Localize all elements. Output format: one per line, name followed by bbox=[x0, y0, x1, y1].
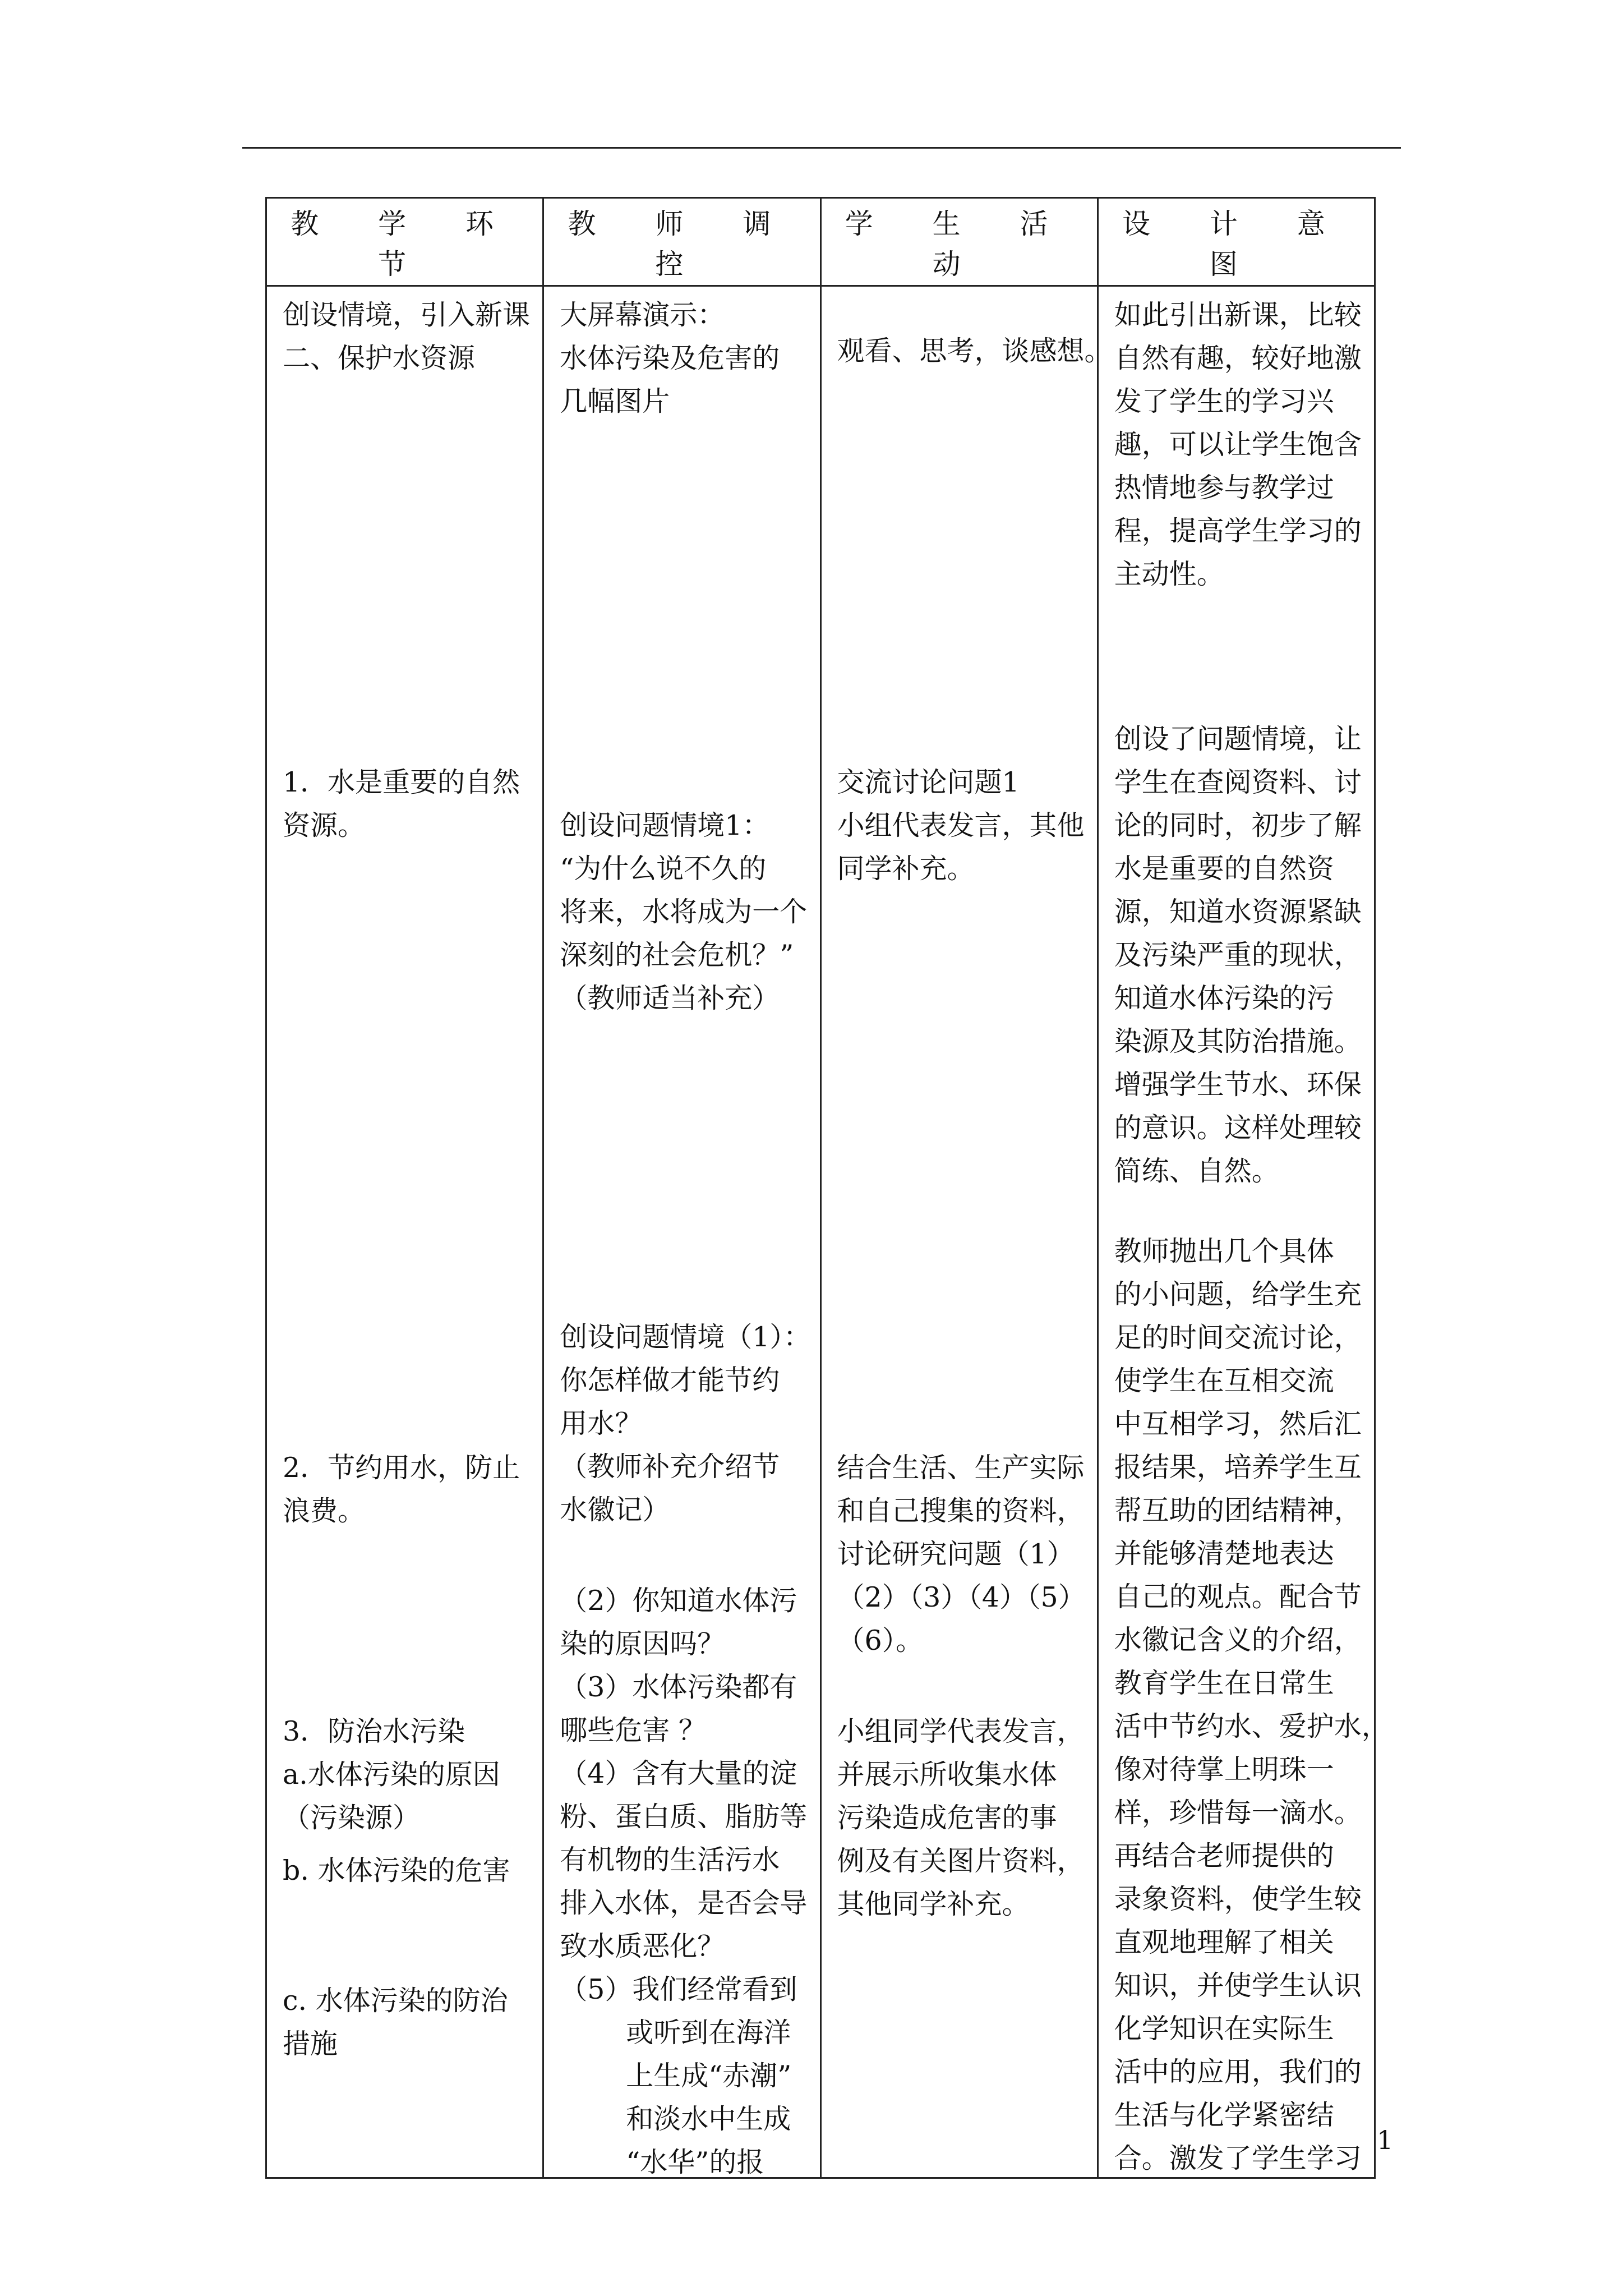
header-design-intent: 设 计 意 图 bbox=[1098, 198, 1375, 286]
text-line: 或听到在海洋 bbox=[626, 2017, 791, 2049]
text-line: 染源及其防治措施。 bbox=[1114, 1025, 1362, 1057]
text-line: b. 水体污染的危害 bbox=[283, 1855, 510, 1887]
text-line: 如此引出新课，比较 bbox=[1114, 299, 1362, 331]
text-line: 增强学生节水、环保 bbox=[1114, 1069, 1362, 1101]
table-header-row bbox=[266, 198, 1375, 286]
text-line: （2）（3）（4）（5） bbox=[837, 1581, 1086, 1613]
text-line: 自然有趣，较好地激 bbox=[1114, 342, 1362, 374]
text-line: a.水体污染的原因 bbox=[283, 1759, 500, 1791]
text-line: 合。激发了学生学习 bbox=[1114, 2142, 1362, 2174]
teacher-cell bbox=[543, 286, 820, 2178]
text-line: 大屏幕演示： bbox=[560, 299, 725, 331]
text-line: 排入水体，是否会导 bbox=[560, 1887, 808, 1919]
text-line: 水体污染及危害的 bbox=[560, 342, 780, 374]
text-line: 措施 bbox=[283, 2028, 338, 2060]
text-line: 生活与化学紧密结 bbox=[1114, 2099, 1334, 2131]
text-line: 3．防治水污染 bbox=[283, 1715, 465, 1747]
text-line: （5）我们经常看到 bbox=[560, 1973, 797, 2005]
text-line: 发了学生的学习兴 bbox=[1114, 385, 1334, 417]
text-line: 有机物的生活污水 bbox=[560, 1844, 780, 1876]
text-line: 1．水是重要的自然 bbox=[283, 766, 520, 798]
text-line: 染的原因吗？ bbox=[560, 1628, 725, 1660]
text-line: 主动性。 bbox=[1114, 558, 1224, 590]
text-line: 并展示所收集水体 bbox=[837, 1759, 1057, 1791]
text-line: （3）水体污染都有 bbox=[560, 1671, 797, 1703]
text-line: 2．节约用水，防止 bbox=[283, 1452, 520, 1484]
text-line: 像对待掌上明珠一 bbox=[1114, 1754, 1334, 1786]
text-line: 源，知道水资源紧缺 bbox=[1114, 896, 1362, 928]
text-line: 将来，水将成为一个 bbox=[560, 896, 808, 928]
stage-block bbox=[283, 1710, 500, 1839]
text-line: 再结合老师提供的 bbox=[1114, 1840, 1334, 1872]
header-teacher-control: 教 师 调 控 bbox=[543, 198, 820, 286]
text-line: 中互相学习，然后汇 bbox=[1114, 1408, 1362, 1440]
text-line: 粉、蛋白质、脂肪等 bbox=[560, 1801, 808, 1833]
table-body-row bbox=[266, 286, 1375, 2178]
page-number: 1 bbox=[1377, 2125, 1394, 2155]
text-line: 小组代表发言，其他 bbox=[837, 809, 1085, 841]
intent-cell bbox=[1098, 286, 1389, 2178]
text-line: （教师适当补充） bbox=[560, 982, 780, 1014]
text-line: （教师补充介绍节 bbox=[560, 1451, 780, 1483]
text-line: 污染造成危害的事 bbox=[837, 1802, 1057, 1834]
lesson-plan-table bbox=[265, 197, 1389, 2179]
text-line: 创设情境，引入新课 bbox=[283, 299, 531, 331]
student-block bbox=[837, 761, 1085, 890]
text-line: “水华”的报 bbox=[626, 2146, 764, 2178]
text-line: 足的时间交流讨论， bbox=[1114, 1322, 1362, 1354]
text-line: “为什么说不久的 bbox=[560, 853, 767, 885]
text-line: 水徽记含义的介绍， bbox=[1114, 1624, 1362, 1656]
text-line: 水徽记） bbox=[560, 1494, 670, 1526]
text-line: 热情地参与教学过 bbox=[1114, 472, 1334, 504]
text-line: 同学补充。 bbox=[837, 853, 975, 885]
teacher-block bbox=[560, 293, 780, 423]
text-line: 直观地理解了相关 bbox=[1114, 1926, 1334, 1958]
text-line: 知识，并使学生认识 bbox=[1114, 1970, 1362, 2001]
text-line: 及污染严重的现状， bbox=[1114, 939, 1362, 971]
teacher-block bbox=[560, 1579, 807, 2011]
student-cell bbox=[820, 286, 1112, 2178]
text-line: 致水质恶化？ bbox=[560, 1930, 725, 1962]
text-line: 和淡水中生成 bbox=[626, 2103, 791, 2135]
text-line: 教育学生在日常生 bbox=[1114, 1667, 1334, 1699]
text-line: 水是重要的自然资 bbox=[1114, 853, 1334, 885]
text-line: 讨论研究问题（1） bbox=[837, 1538, 1075, 1570]
header-rule bbox=[242, 147, 1401, 149]
text-line: 化学知识在实际生 bbox=[1114, 2013, 1334, 2045]
text-line: 你怎样做才能节约 bbox=[560, 1364, 780, 1396]
stage-block bbox=[283, 293, 530, 380]
student-block bbox=[837, 1446, 1086, 1662]
intent-block bbox=[1114, 293, 1362, 596]
text-line: 样，珍惜每一滴水。 bbox=[1114, 1797, 1362, 1829]
text-line: 程，提高学生学习的 bbox=[1114, 515, 1362, 547]
stage-block bbox=[283, 1979, 508, 2065]
student-block bbox=[837, 329, 1112, 372]
text-line: （2）你知道水体污 bbox=[560, 1585, 797, 1617]
text-line: 哪些危害 ？ bbox=[560, 1714, 706, 1746]
text-line: 录象资料，使学生较 bbox=[1114, 1883, 1362, 1915]
header-teaching-stage: 教 学 环 节 bbox=[266, 198, 543, 286]
teacher-block bbox=[560, 2011, 791, 2184]
text-line: 创设问题情境1： bbox=[560, 809, 770, 841]
stage-cell bbox=[266, 286, 543, 2178]
text-line: 教师抛出几个具体 bbox=[1114, 1235, 1334, 1267]
text-line: 并能够清楚地表达 bbox=[1114, 1538, 1334, 1570]
student-block bbox=[837, 1710, 1085, 1926]
text-line: 小组同学代表发言， bbox=[837, 1715, 1085, 1747]
stage-block bbox=[283, 761, 520, 847]
text-line: 活中的应用，我们的 bbox=[1114, 2056, 1362, 2088]
text-line: 趣，可以让学生饱含 bbox=[1114, 429, 1362, 461]
text-line: 学生在查阅资料、讨 bbox=[1114, 766, 1362, 798]
intent-block bbox=[1114, 1230, 1389, 2180]
stage-block bbox=[283, 1446, 520, 1533]
teacher-block bbox=[560, 1315, 811, 1531]
text-line: 创设了问题情境，让 bbox=[1114, 723, 1362, 755]
text-line: 几幅图片 bbox=[560, 385, 670, 417]
text-line: 观看、思考，谈感想。 bbox=[837, 335, 1112, 367]
intent-block bbox=[1114, 717, 1362, 1193]
text-line: （6）。 bbox=[837, 1625, 924, 1657]
text-line: 结合生活、生产实际 bbox=[837, 1452, 1085, 1484]
header-student-activity: 学 生 活 动 bbox=[820, 198, 1098, 286]
text-line: （污染源） bbox=[283, 1802, 421, 1834]
text-line: （4）含有大量的淀 bbox=[560, 1757, 797, 1789]
text-line: 的小问题，给学生充 bbox=[1114, 1278, 1362, 1310]
text-line: 活中节约水、爱护水， bbox=[1114, 1710, 1389, 1742]
text-line: 创设问题情境（1）： bbox=[560, 1321, 811, 1353]
teacher-block bbox=[560, 804, 807, 1020]
text-line: 简练、自然。 bbox=[1114, 1155, 1279, 1187]
text-line: 的意识。这样处理较 bbox=[1114, 1112, 1362, 1144]
text-line: 帮互助的团结精神， bbox=[1114, 1494, 1362, 1526]
text-line: 二、保护水资源 bbox=[283, 342, 476, 374]
text-line: 其他同学补充。 bbox=[837, 1888, 1030, 1920]
text-line: 资源。 bbox=[283, 809, 366, 841]
text-line: 知道水体污染的污 bbox=[1114, 982, 1334, 1014]
text-line: 论的同时，初步了解 bbox=[1114, 809, 1362, 841]
text-line: 例及有关图片资料， bbox=[837, 1845, 1085, 1877]
text-line: 和自己搜集的资料， bbox=[837, 1495, 1085, 1527]
text-line: 报结果，培养学生互 bbox=[1114, 1451, 1362, 1483]
text-line: 交流讨论问题1 bbox=[837, 766, 1020, 798]
text-line: 使学生在互相交流 bbox=[1114, 1365, 1334, 1397]
stage-block bbox=[283, 1849, 510, 1892]
text-line: 深刻的社会危机？” bbox=[560, 939, 794, 971]
text-line: 自己的观点。配合节 bbox=[1114, 1581, 1362, 1613]
text-line: 用水？ bbox=[560, 1407, 643, 1439]
text-line: 上生成“赤潮” bbox=[626, 2060, 792, 2092]
text-line: c. 水体污染的防治 bbox=[283, 1985, 508, 2017]
text-line: 浪费。 bbox=[283, 1495, 366, 1527]
